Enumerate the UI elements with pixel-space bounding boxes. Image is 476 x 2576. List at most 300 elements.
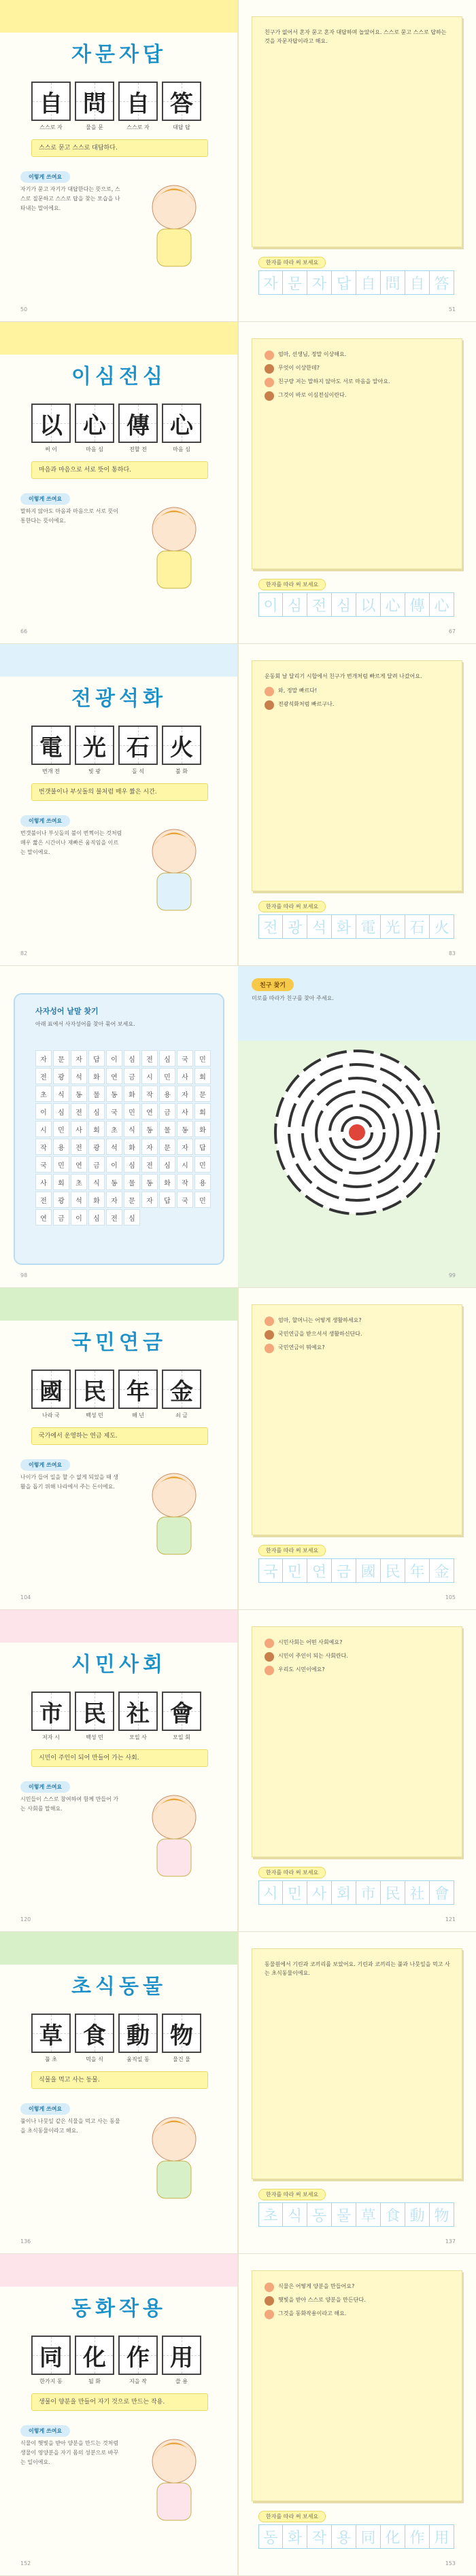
grid-cell[interactable]: 사: [71, 1121, 87, 1137]
grid-cell[interactable]: 연: [71, 1156, 87, 1173]
grid-cell[interactable]: 금: [159, 1103, 175, 1120]
hanja-glyph: 金: [170, 1378, 193, 1406]
grid-cell[interactable]: 사: [35, 1174, 52, 1190]
grid-cell[interactable]: 자: [106, 1192, 122, 1208]
page-number: 67: [448, 628, 456, 634]
color-band: [0, 0, 238, 33]
story-notepad: [252, 1626, 462, 1857]
tracing-cell[interactable]: 용: [332, 2524, 356, 2549]
usage-tag: 이렇게 쓰여요: [20, 171, 70, 183]
grid-cell[interactable]: 사: [177, 1068, 193, 1084]
speaker-avatar: [265, 1666, 274, 1675]
grid-cell[interactable]: 화: [124, 1139, 140, 1155]
hanja-reading: 될 화: [88, 2378, 101, 2384]
tracing-cell[interactable]: 석: [307, 914, 332, 939]
dialogue-line: [265, 1638, 452, 1648]
tracing-row: [258, 1880, 454, 1905]
grid-cell[interactable]: 자: [35, 1050, 52, 1067]
dialogue-line: [265, 391, 452, 401]
meaning-box: 생물이 양분을 만들어 자기 것으로 만드는 작용.: [31, 2393, 208, 2411]
tracing-cell[interactable]: 동: [307, 2202, 332, 2227]
idiom-title: 시민사회: [71, 1653, 167, 1677]
tracing-cell[interactable]: 市: [356, 1880, 381, 1905]
hanja-character: [75, 1370, 114, 1409]
grid-cell[interactable]: 작: [35, 1139, 52, 1155]
page-number: 50: [20, 306, 28, 312]
usage-tag: 이렇게 쓰여요: [20, 815, 70, 827]
grid-cell[interactable]: 연: [106, 1068, 122, 1084]
hanja-reading: 백성 민: [86, 1734, 103, 1740]
story-notepad: [252, 1304, 462, 1535]
dialogue-text: 시민이 주인이 되는 사회란다.: [278, 1653, 348, 1659]
reading-row: [31, 1412, 201, 1419]
hanja-reading: 풀 초: [45, 2056, 57, 2062]
hanja-character: [118, 1692, 158, 1731]
grid-cell[interactable]: 심: [88, 1103, 105, 1120]
hanja-character: [118, 1370, 158, 1409]
game-instructions: 아래 표에서 사자성어를 찾아 묶어 보세요.: [35, 1021, 135, 1027]
tracing-cell[interactable]: 作: [405, 2524, 430, 2549]
page-number: 104: [20, 1594, 31, 1600]
tracing-cell[interactable]: 연: [307, 1558, 332, 1583]
meaning-box: 번갯불이나 부싯돌의 불처럼 매우 짧은 시간.: [31, 783, 208, 801]
illustration-icon: [126, 2420, 222, 2529]
hanja-character: [75, 2336, 114, 2375]
hanja-row: [31, 1370, 201, 1409]
tracing-cell[interactable]: 전: [258, 914, 283, 939]
grid-cell[interactable]: 전: [35, 1192, 52, 1208]
hanja-reading: 저자 시: [42, 1734, 60, 1740]
grid-cell[interactable]: 사: [177, 1103, 193, 1120]
grid-cell[interactable]: 화: [124, 1086, 140, 1102]
hanja-glyph: 國: [39, 1378, 63, 1406]
grid-cell[interactable]: 물: [124, 1174, 140, 1190]
page-number: 153: [445, 2560, 456, 2566]
grid-cell[interactable]: 연: [35, 1209, 52, 1226]
grid-cell[interactable]: 용: [194, 1174, 211, 1190]
grid-cell[interactable]: 광: [88, 1139, 105, 1155]
illustration-icon: [126, 1454, 222, 1563]
tracing-cell[interactable]: 問: [381, 270, 405, 295]
tracing-row: [258, 914, 454, 939]
tracing-cell[interactable]: 작: [307, 2524, 332, 2549]
tracing-cell[interactable]: 회: [332, 1880, 356, 1905]
grid-cell[interactable]: 자: [141, 1139, 158, 1155]
speaker-avatar: [265, 364, 274, 374]
maze-icon[interactable]: [269, 1044, 445, 1221]
tracing-cell[interactable]: 年: [405, 1558, 430, 1583]
tracing-cell[interactable]: 民: [381, 1558, 405, 1583]
meaning-box: 식물을 먹고 사는 동물.: [31, 2071, 208, 2089]
grid-cell[interactable]: 심: [159, 1050, 175, 1067]
grid-cell[interactable]: 심: [124, 1156, 140, 1173]
grid-cell[interactable]: 심: [88, 1209, 105, 1226]
tracing-cell[interactable]: 문: [283, 270, 307, 295]
grid-cell[interactable]: 물: [159, 1121, 175, 1137]
grid-cell[interactable]: 작: [177, 1174, 193, 1190]
grid-cell[interactable]: 국: [106, 1103, 122, 1120]
grid-cell[interactable]: 초: [106, 1121, 122, 1137]
grid-cell[interactable]: 동: [177, 1121, 193, 1137]
tracing-cell[interactable]: 전: [307, 592, 332, 617]
grid-cell[interactable]: 전: [71, 1139, 87, 1155]
grid-cell[interactable]: 회: [194, 1068, 211, 1084]
tracing-cell[interactable]: 光: [381, 914, 405, 939]
tracing-cell[interactable]: 사: [307, 1880, 332, 1905]
explanation-text: 자기가 묻고 자기가 대답한다는 뜻으로, 스스로 질문하고 스스로 답을 찾는 모습을 나타내는 말이에요.: [20, 186, 120, 211]
right-page: [238, 2254, 476, 2576]
tracing-cell[interactable]: 心: [430, 592, 454, 617]
tracing-cell[interactable]: 민: [283, 1880, 307, 1905]
hanja-character: [162, 1692, 201, 1731]
dialogue-text: 식물은 어떻게 양분을 만들어요?: [278, 2283, 355, 2289]
grid-cell[interactable]: 시: [141, 1068, 158, 1084]
tracing-cell[interactable]: 電: [356, 914, 381, 939]
tracing-cell[interactable]: 化: [381, 2524, 405, 2549]
hanja-character: [75, 404, 114, 443]
tracing-cell[interactable]: 시: [258, 1880, 283, 1905]
story-notepad: [252, 16, 462, 247]
grid-cell[interactable]: 석: [71, 1068, 87, 1084]
usage-tag: 이렇게 쓰여요: [20, 2425, 70, 2437]
maze-panel: [238, 966, 476, 1288]
usage-tag: 이렇게 쓰여요: [20, 1459, 70, 1471]
explanation-text: 풀이나 나뭇잎 같은 식물을 먹고 사는 동물을 초식동물이라고 해요.: [20, 2118, 120, 2134]
grid-cell[interactable]: 시: [35, 1121, 52, 1137]
tracing-cell[interactable]: 金: [430, 1558, 454, 1583]
tracing-cell[interactable]: 同: [356, 2524, 381, 2549]
left-page: [0, 966, 238, 1288]
tracing-cell[interactable]: 심: [283, 592, 307, 617]
grid-cell[interactable]: 석: [71, 1192, 87, 1208]
hanja-reading: 백성 민: [86, 1412, 103, 1418]
color-band: [0, 2254, 238, 2287]
grid-cell[interactable]: 심: [53, 1103, 69, 1120]
grid-cell[interactable]: 이: [71, 1209, 87, 1226]
grid-cell[interactable]: 민: [124, 1103, 140, 1120]
story-content: [265, 28, 452, 51]
tracing-cell[interactable]: 會: [430, 1880, 454, 1905]
tracing-cell[interactable]: 이: [258, 592, 283, 617]
grid-cell[interactable]: 전: [106, 1209, 122, 1226]
dialogue-text: 엄마, 선생님, 정말 이상해요.: [278, 351, 347, 357]
idiom-title: 자문자답: [71, 43, 167, 67]
usage-tag: 이렇게 쓰여요: [20, 493, 70, 505]
reading-row: [31, 2056, 201, 2063]
tracing-row: [258, 1558, 454, 1583]
tracing-cell[interactable]: 민: [283, 1558, 307, 1583]
grid-cell[interactable]: 민: [53, 1121, 69, 1137]
grid-cell[interactable]: 용: [159, 1086, 175, 1102]
spread: [0, 966, 476, 1288]
writing-practice-label: 한자를 따라 써 보세요: [258, 257, 326, 268]
left-page: [0, 2254, 238, 2576]
grid-cell[interactable]: 문: [53, 1050, 69, 1067]
dialogue-line: [265, 2309, 452, 2319]
tracing-cell[interactable]: 화: [283, 2524, 307, 2549]
hanja-character: [31, 1692, 71, 1731]
tracing-cell[interactable]: 動: [405, 2202, 430, 2227]
dialogue-text: 엄마, 할머니는 어떻게 생활하세요?: [278, 1317, 362, 1323]
tracing-cell[interactable]: 광: [283, 914, 307, 939]
tracing-cell[interactable]: 식: [283, 2202, 307, 2227]
page-number: 120: [20, 1916, 31, 1922]
grid-cell[interactable]: 석: [106, 1139, 122, 1155]
explanation-text: 번갯불이나 부싯돌의 불이 번쩍이는 것처럼 매우 짧은 시간이나 재빠른 움직임을 이르는 말이에요.: [20, 830, 122, 855]
tracing-cell[interactable]: 심: [332, 592, 356, 617]
hanja-glyph: 動: [126, 2022, 150, 2050]
writing-practice-label: 한자를 따라 써 보세요: [258, 2511, 326, 2522]
page-number: 136: [20, 2238, 31, 2244]
grid-cell[interactable]: 작: [141, 1086, 158, 1102]
grid-cell[interactable]: 초: [71, 1174, 87, 1190]
tracing-cell[interactable]: 자: [258, 270, 283, 295]
grid-cell[interactable]: 동: [71, 1086, 87, 1102]
grid-cell[interactable]: 국: [177, 1050, 193, 1067]
grid-cell[interactable]: 자: [177, 1139, 193, 1155]
grid-cell[interactable]: 국: [35, 1156, 52, 1173]
page-number: 51: [448, 306, 456, 312]
tracing-cell[interactable]: 초: [258, 2202, 283, 2227]
grid-cell[interactable]: 동: [106, 1174, 122, 1190]
grid-cell[interactable]: 자: [177, 1086, 193, 1102]
speaker-avatar: [265, 1317, 274, 1326]
hanja-glyph: 民: [83, 1700, 106, 1728]
hanja-reading: 마음 심: [173, 446, 190, 452]
grid-cell[interactable]: 동: [141, 1121, 158, 1137]
hanja-glyph: 用: [170, 2344, 193, 2372]
grid-cell[interactable]: 식: [124, 1121, 140, 1137]
tracing-cell[interactable]: 社: [405, 1880, 430, 1905]
tracing-cell[interactable]: 草: [356, 2202, 381, 2227]
illustration-icon: [126, 488, 222, 597]
grid-cell[interactable]: 민: [194, 1156, 211, 1173]
hanja-reading: 모일 회: [173, 1734, 190, 1740]
game-title: 사자성어 낱말 찾기: [35, 1007, 99, 1016]
tracing-cell[interactable]: 동: [258, 2524, 283, 2549]
tracing-cell[interactable]: 物: [430, 2202, 454, 2227]
story-content: [265, 1638, 452, 1679]
tracing-cell[interactable]: 石: [405, 914, 430, 939]
grid-cell[interactable]: 연: [141, 1103, 158, 1120]
grid-cell[interactable]: 화: [88, 1192, 105, 1208]
tracing-cell[interactable]: 금: [332, 1558, 356, 1583]
dialogue-line: [265, 2295, 452, 2306]
word-search-panel: [14, 993, 224, 1265]
grid-cell[interactable]: 금: [53, 1209, 69, 1226]
grid-cell[interactable]: 심: [124, 1050, 140, 1067]
tracing-cell[interactable]: 국: [258, 1558, 283, 1583]
grid-cell[interactable]: 이: [106, 1156, 122, 1173]
page-number: 152: [20, 2560, 31, 2566]
grid-cell[interactable]: 문: [194, 1086, 211, 1102]
spread: [0, 0, 476, 322]
spread: [0, 644, 476, 966]
hanja-glyph: 傳: [126, 412, 150, 440]
left-page: [0, 322, 238, 644]
grid-cell[interactable]: 민: [159, 1068, 175, 1084]
speaker-avatar: [265, 2283, 274, 2292]
hanja-character: [75, 2014, 114, 2053]
tracing-row: [258, 2524, 454, 2549]
grid-cell[interactable]: 심: [159, 1156, 175, 1173]
book-gutter: [237, 1288, 239, 1610]
hanja-glyph: 自: [39, 90, 63, 118]
grid-cell[interactable]: 초: [35, 1086, 52, 1102]
hanja-character: [118, 2336, 158, 2375]
book-gutter: [237, 2254, 239, 2576]
explanation-text: 나이가 들어 일을 할 수 없게 되었을 때 생활을 돕기 위해 나라에서 주는 돈이에요.: [20, 1474, 118, 1490]
hanja-reading: 스스로 자: [126, 124, 150, 130]
hanja-glyph: 心: [170, 412, 193, 440]
story-content: [265, 1316, 452, 1357]
tracing-cell[interactable]: 答: [430, 270, 454, 295]
meaning-box: 스스로 묻고 스스로 대답하다.: [31, 139, 208, 157]
hanja-glyph: 年: [126, 1378, 150, 1406]
hanja-reading: 움직일 동: [126, 2056, 150, 2062]
grid-cell[interactable]: 회: [194, 1103, 211, 1120]
hanja-glyph: 物: [170, 2022, 193, 2050]
hanja-character: [162, 2014, 201, 2053]
grid-cell[interactable]: 민: [194, 1050, 211, 1067]
book-gutter: [237, 0, 239, 322]
grid-cell[interactable]: 광: [53, 1068, 69, 1084]
grid-cell[interactable]: 이: [35, 1103, 52, 1120]
hanja-row: [31, 2014, 201, 2053]
explanation-text: 시민들이 스스로 참여하여 함께 만들어 가는 사회를 말해요.: [20, 1796, 119, 1812]
hanja-reading: 쓸 용: [175, 2378, 188, 2384]
speaker-avatar: [265, 351, 274, 360]
speaker-avatar: [265, 2310, 274, 2319]
grid-cell[interactable]: 용: [53, 1139, 69, 1155]
hanja-character: [31, 2014, 71, 2053]
speaker-avatar: [265, 1330, 274, 1340]
hanja-glyph: 食: [83, 2022, 106, 2050]
grid-cell[interactable]: 식: [53, 1086, 69, 1102]
story-paragraph: 동물원에서 기린과 코끼리를 보았어요. 기린과 코끼리는 풀과 나뭇잎을 먹고 사는 초식동물이에요.: [265, 1961, 450, 1976]
grid-cell[interactable]: 금: [88, 1156, 105, 1173]
grid-cell[interactable]: 전: [141, 1156, 158, 1173]
tracing-cell[interactable]: 民: [381, 1880, 405, 1905]
dialogue-line: [265, 350, 452, 360]
speaker-avatar: [265, 1344, 274, 1353]
story-content: [265, 2282, 452, 2323]
maze-instructions: 미로를 따라가 친구를 찾아 주세요.: [252, 995, 334, 1001]
hanja-character: [31, 726, 71, 765]
reading-row: [31, 768, 201, 775]
grid-cell[interactable]: 식: [88, 1174, 105, 1190]
book-gutter: [237, 1610, 239, 1932]
tracing-cell[interactable]: 화: [332, 914, 356, 939]
meaning-box: 마음과 마음으로 서로 뜻이 통하다.: [31, 461, 208, 479]
tracing-cell[interactable]: 用: [430, 2524, 454, 2549]
grid-cell[interactable]: 화: [159, 1174, 175, 1190]
hanja-character: [75, 1692, 114, 1731]
tracing-cell[interactable]: 답: [332, 270, 356, 295]
tracing-cell[interactable]: 以: [356, 592, 381, 617]
left-page: [0, 1932, 238, 2254]
grid-cell[interactable]: 광: [53, 1192, 69, 1208]
hanja-character: [31, 82, 71, 121]
page-number: 137: [445, 2238, 456, 2244]
grid-cell[interactable]: 답: [194, 1139, 211, 1155]
tracing-cell[interactable]: 火: [430, 914, 454, 939]
grid-cell[interactable]: 동: [141, 1174, 158, 1190]
dialogue-line: [265, 1651, 452, 1662]
speaker-avatar: [265, 378, 274, 387]
hanja-reading: 써 이: [45, 446, 57, 452]
grid-cell[interactable]: 문: [124, 1192, 140, 1208]
grid-cell[interactable]: 국: [177, 1192, 193, 1208]
grid-cell[interactable]: 문: [159, 1139, 175, 1155]
grid-cell[interactable]: 답: [159, 1192, 175, 1208]
grid-cell[interactable]: 화: [88, 1068, 105, 1084]
maze-goal-icon: [349, 1124, 365, 1141]
hanja-glyph: 市: [39, 1700, 63, 1728]
speaker-avatar: [265, 687, 274, 696]
word-search-grid: [35, 1050, 211, 1226]
grid-cell[interactable]: 화: [194, 1121, 211, 1137]
grid-cell[interactable]: 회: [53, 1174, 69, 1190]
dialogue-line: [265, 1343, 452, 1353]
tracing-cell[interactable]: 자: [307, 270, 332, 295]
grid-cell[interactable]: 전: [35, 1068, 52, 1084]
dialogue-text: 국민연금이 뭐예요?: [278, 1344, 325, 1350]
dialogue-text: 시민사회는 어떤 사회예요?: [278, 1639, 343, 1645]
tracing-row: [258, 270, 454, 295]
grid-cell[interactable]: 이: [106, 1050, 122, 1067]
tracing-cell[interactable]: 食: [381, 2202, 405, 2227]
grid-cell[interactable]: 동: [106, 1086, 122, 1102]
hanja-character: [118, 82, 158, 121]
hanja-glyph: 作: [126, 2344, 150, 2372]
hanja-reading: 나라 국: [42, 1412, 60, 1418]
tracing-cell[interactable]: 自: [356, 270, 381, 295]
hanja-character: [162, 82, 201, 121]
grid-cell[interactable]: 자: [141, 1192, 158, 1208]
grid-cell[interactable]: 회: [88, 1121, 105, 1137]
grid-cell[interactable]: 물: [88, 1086, 105, 1102]
grid-cell[interactable]: 금: [124, 1068, 140, 1084]
grid-cell[interactable]: 자: [71, 1050, 87, 1067]
grid-cell[interactable]: 시: [177, 1156, 193, 1173]
grid-cell[interactable]: 심: [124, 1209, 140, 1226]
hanja-reading: 스스로 자: [39, 124, 63, 130]
grid-cell[interactable]: 답: [88, 1050, 105, 1067]
story-paragraph: 친구가 없어서 혼자 묻고 혼자 대답하며 놀았어요. 스스로 묻고 스스로 답하는 것을 자문자답이라고 해요.: [265, 29, 447, 44]
grid-cell[interactable]: 민: [53, 1156, 69, 1173]
left-page: [0, 1610, 238, 1932]
tracing-cell[interactable]: 國: [356, 1558, 381, 1583]
grid-cell[interactable]: 전: [141, 1050, 158, 1067]
speaker-avatar: [265, 391, 274, 401]
tracing-cell[interactable]: 心: [381, 592, 405, 617]
hanja-glyph: 自: [126, 90, 150, 118]
grid-cell[interactable]: 전: [71, 1103, 87, 1120]
spread: [0, 1932, 476, 2254]
tracing-cell[interactable]: 傳: [405, 592, 430, 617]
tracing-cell[interactable]: 自: [405, 270, 430, 295]
idiom-title: 이심전심: [71, 365, 167, 389]
tracing-cell[interactable]: 물: [332, 2202, 356, 2227]
spread: [0, 1610, 476, 1932]
hanja-reading: 물을 문: [86, 124, 103, 130]
grid-cell[interactable]: 민: [194, 1192, 211, 1208]
hanja-reading: 모일 사: [129, 1734, 147, 1740]
right-page: [238, 644, 476, 966]
spread: [0, 1288, 476, 1610]
hanja-row: [31, 726, 201, 765]
